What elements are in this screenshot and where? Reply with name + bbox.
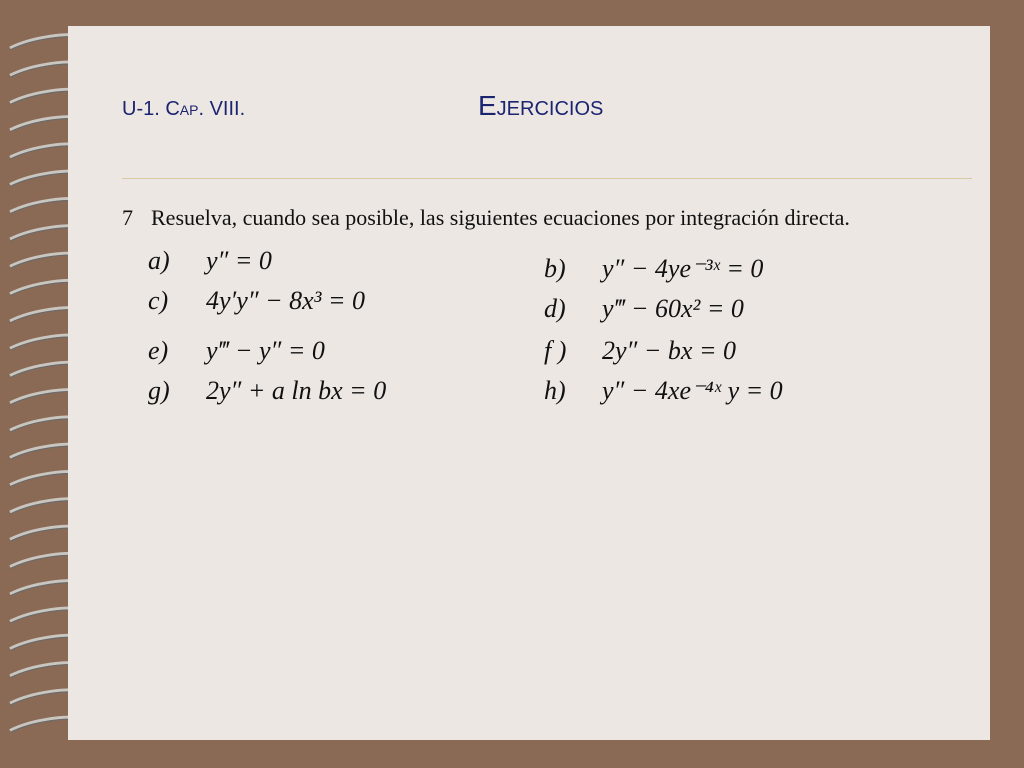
exercise-f: [544, 336, 736, 366]
exercise-equation: y‴ − y″ = 0: [206, 336, 325, 365]
exercise-label: f ): [544, 336, 567, 365]
exercise-e: [148, 336, 325, 366]
unit-heading: U-1. Cap. VIII.: [122, 98, 246, 120]
exercise-label: e): [148, 336, 169, 365]
problem-statement: [122, 205, 850, 231]
exercise-b: [544, 254, 763, 284]
exercise-label: a): [148, 246, 170, 275]
exercise-equation: 4y′y″ − 8x³ = 0: [206, 286, 366, 315]
exercise-label: b): [544, 254, 566, 283]
exercise-equation: y″ = 0: [206, 246, 272, 275]
page-title: Ejercicios: [478, 90, 604, 121]
problem-number: 7: [122, 205, 133, 230]
exercise-label: h): [544, 376, 566, 405]
problem-text: Resuelva, cuando sea posible, las siguientes ecuaciones por integración directa.: [151, 205, 850, 230]
exercise-label: c): [148, 286, 169, 315]
exercise-a: [148, 246, 272, 276]
exercise-equation: y″ − 4ye⁻³ˣ = 0: [602, 254, 764, 283]
exercise-d: [544, 294, 744, 324]
exercise-h: [544, 376, 783, 406]
exercise-g: [148, 376, 386, 406]
exercise-label: g): [148, 376, 170, 405]
exercise-c: [148, 286, 365, 316]
header-divider: [122, 178, 972, 179]
exercise-equation: 2y″ − bx = 0: [602, 336, 736, 365]
exercise-equation: 2y″ + a ln bx = 0: [206, 376, 387, 405]
exercise-equation: y″ − 4xe⁻⁴ˣ y = 0: [602, 376, 783, 405]
exercise-equation: y‴ − 60x² = 0: [602, 294, 744, 323]
exercise-label: d): [544, 294, 566, 323]
